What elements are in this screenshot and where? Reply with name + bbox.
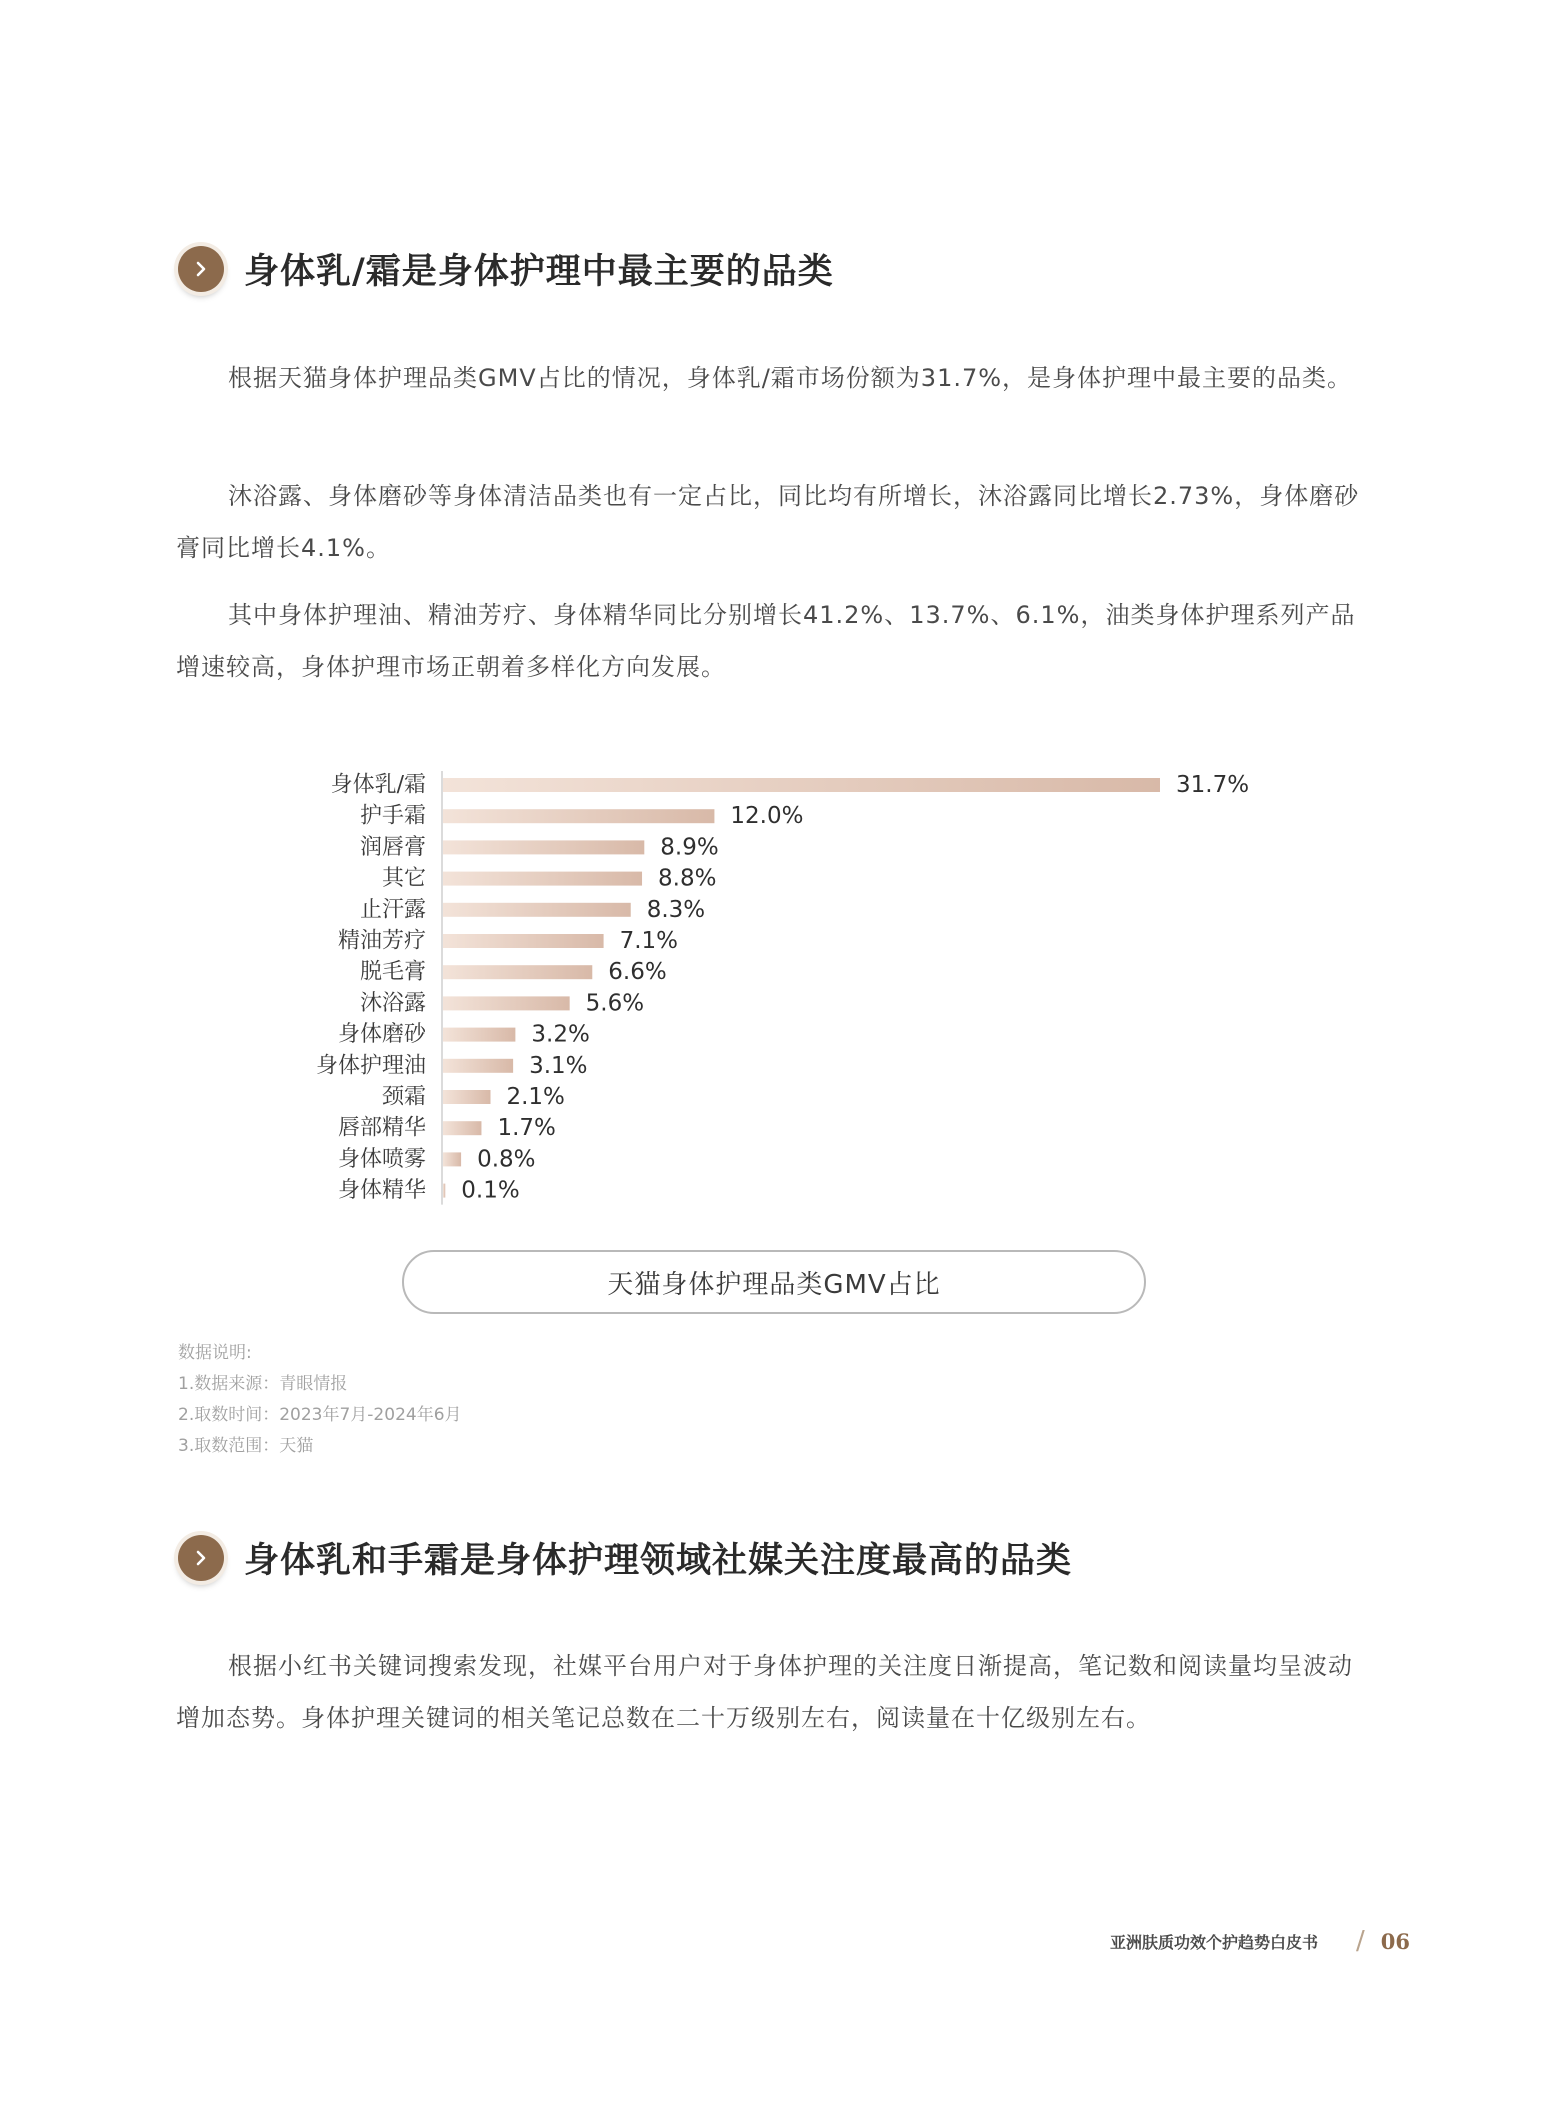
- data-notes-item: 3.取数范围：天猫: [178, 1436, 314, 1456]
- category-label: 颈霜: [381, 1084, 426, 1110]
- bar: [443, 996, 570, 1010]
- section-2-heading: [178, 1533, 1072, 1583]
- data-notes: [178, 1338, 462, 1462]
- section-1-paragraph-1: 根据天猫身体护理品类GMV占比的情况，身体乳/霜市场份额为31.7%，是身体护理中最主要的品类。: [228, 364, 1353, 392]
- data-notes-item: 2.取数时间：2023年7月-2024年6月: [178, 1405, 462, 1425]
- value-label: 2.1%: [506, 1084, 565, 1110]
- value-label: 12.0%: [730, 803, 804, 830]
- section-1-paragraph-2: 沐浴露、身体磨砂等身体清洁品类也有一定占比，同比均有所增长，沐浴露同比增长2.73%，身体磨砂膏同比增长4.1%。: [176, 482, 1360, 562]
- footer-document-title: 亚洲肤质功效个护趋势白皮书: [1110, 1932, 1319, 1952]
- bar: [443, 1152, 461, 1166]
- category-label: 身体护理油: [315, 1053, 426, 1079]
- category-label: 身体精华: [337, 1178, 426, 1204]
- chevron-right-icon: [178, 1535, 224, 1581]
- value-label: 6.6%: [608, 959, 667, 986]
- bar: [443, 934, 604, 948]
- section-1-title: 身体乳/霜是身体护理中最主要的品类: [244, 252, 834, 292]
- bar: [443, 1184, 445, 1198]
- bar: [443, 809, 714, 823]
- value-label: 0.8%: [477, 1146, 536, 1173]
- bar: [443, 778, 1160, 792]
- category-label: 身体喷雾: [337, 1146, 426, 1172]
- value-label: 3.1%: [529, 1052, 588, 1079]
- bar: [443, 1121, 481, 1135]
- bar: [443, 1028, 515, 1042]
- value-label: 8.3%: [646, 896, 706, 923]
- category-label: 脱毛膏: [359, 959, 426, 985]
- page-footer: [1110, 1926, 1410, 1956]
- section-2-paragraph-1: 根据小红书关键词搜索发现，社媒平台用户对于身体护理的关注度日渐提高，笔记数和阅读量均呈波动增加态势。身体护理关键词的相关笔记总数在二十万级别左右，阅读量在十亿级别左右。: [176, 1652, 1353, 1732]
- value-label: 5.6%: [585, 990, 645, 1017]
- value-label: 31.7%: [1176, 772, 1250, 798]
- value-label: 8.8%: [658, 865, 717, 892]
- chart-caption: 天猫身体护理品类GMV占比: [402, 1250, 1146, 1314]
- data-notes-item: 1.数据来源：青眼情报: [178, 1374, 348, 1394]
- value-label: 0.1%: [461, 1177, 520, 1204]
- category-label: 唇部精华: [337, 1115, 426, 1141]
- category-label: 止汗露: [359, 897, 426, 923]
- category-label: 沐浴露: [359, 990, 426, 1016]
- value-label: 8.9%: [660, 834, 719, 861]
- bar: [443, 1059, 513, 1073]
- bar: [443, 872, 642, 886]
- category-label: 身体乳/霜: [330, 772, 426, 798]
- data-notes-heading: 数据说明:: [178, 1343, 252, 1363]
- section-1-paragraph-3: 其中身体护理油、精油芳疗、身体精华同比分别增长41.2%、13.7%、6.1%，油类身体护理系列产品增速较高，身体护理市场正朝着多样化方向发展。: [176, 601, 1356, 681]
- bar: [443, 840, 644, 854]
- section-1-heading: [178, 244, 834, 294]
- section-2-title: 身体乳和手霜是身体护理领域社媒关注度最高的品类: [244, 1541, 1073, 1581]
- category-label: 其它: [381, 866, 426, 892]
- value-label: 7.1%: [619, 928, 679, 954]
- value-label: 3.2%: [531, 1021, 590, 1048]
- category-label: 护手霜: [359, 803, 426, 829]
- bar: [443, 1090, 490, 1104]
- category-label: 精油芳疗: [337, 928, 426, 954]
- page-number: 06: [1380, 1928, 1411, 1954]
- chevron-right-icon: [178, 246, 224, 292]
- bar: [443, 903, 631, 917]
- footer-separator: /: [1356, 1926, 1365, 1956]
- bar: [443, 965, 592, 979]
- category-label: 身体磨砂: [337, 1022, 426, 1048]
- category-label: 润唇膏: [359, 834, 426, 860]
- value-label: 1.7%: [497, 1115, 556, 1142]
